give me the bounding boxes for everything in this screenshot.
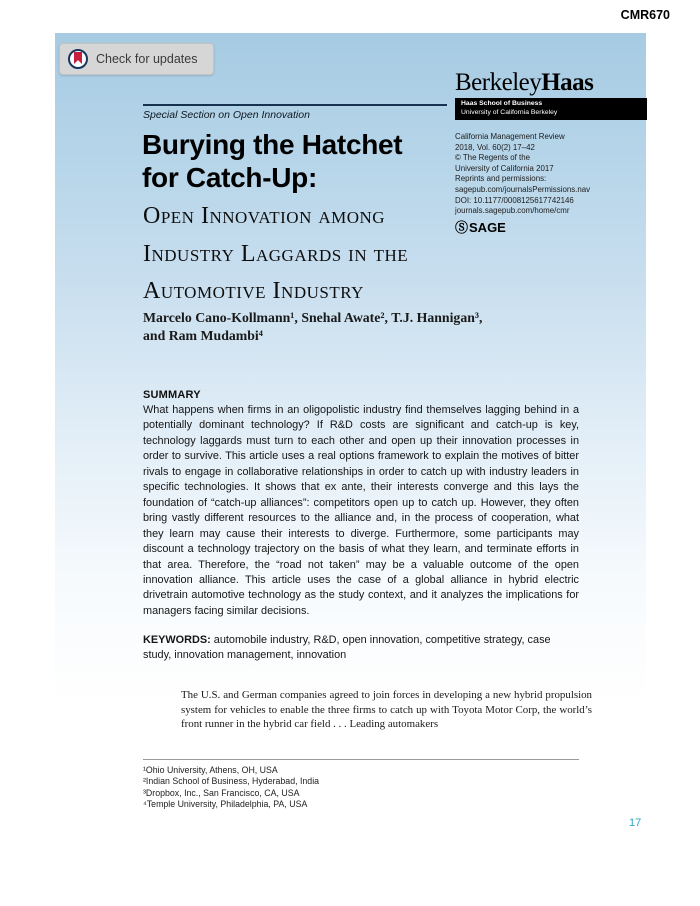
check-for-updates-button[interactable] (59, 43, 214, 75)
haas-school-line2: University of California Berkeley (461, 108, 558, 116)
sage-circle-s-icon: Ⓢ (455, 219, 469, 235)
journal-reprints-label: Reprints and permissions: (455, 174, 547, 184)
sage-logo (455, 219, 650, 235)
sage-logo-label: SAGE (469, 219, 506, 235)
article-subtitle-line2: Industry Laggards in the (143, 240, 409, 267)
article-code: CMR670 (620, 8, 670, 22)
journal-metadata (455, 132, 650, 233)
journal-doi: DOI: 10.1177/0008125617742146 (455, 195, 574, 205)
journal-name: California Management Review (455, 132, 565, 141)
journal-permissions-link[interactable]: sagepub.com/journalsPermissions.nav (455, 184, 591, 194)
article-subtitle-line1: Open Innovation among (143, 203, 386, 229)
journal-copyright-line1: © The Regents of the (455, 153, 530, 163)
journal-home-link[interactable]: journals.sagepub.com/home/cmr (455, 206, 570, 216)
footnote-divider (143, 759, 579, 760)
check-for-updates-label: Check for updates (96, 52, 198, 66)
keywords-text: automobile industry, R&D, open innovation, competitive strategy, case study, innovation management, innovation (143, 634, 551, 662)
article-title-line2: for Catch-Up: (142, 162, 317, 193)
keywords-block (143, 633, 579, 663)
journal-volume: 2018, Vol. 60(2) 17–42 (455, 142, 535, 152)
footnote-item-4: ⁴Temple University, Philadelphia, PA, USA (143, 799, 308, 810)
haas-wordmark: Haas (541, 69, 594, 96)
article-title-line1: Burying the Hatchet (142, 129, 403, 160)
section-divider (143, 104, 447, 106)
author-byline (143, 309, 482, 344)
footnote-item-3: ³Dropbox, Inc., San Francisco, CA, USA (143, 787, 300, 798)
summary-text: What happens when firms in an oligopolistic industry find themselves lagging behind in a potentially dominant technology? If R&D costs are significant and catch-up is key, technology laggards must turn to each other and open up their innovation processes in order to survive. This article uses a real options framework to explain the motives of bitter rivals to engage in collaborative relationships in order to catch up with industry leaders in specific technologies. It shows that ex ante, their interests converge and this lays the foundation of “catch-up alliances”: competitors open up to catch up. However, they often bring vastly different resources to the alliance and, in the process of cooperation, what they learn may cause their interests to diverge. Furthermore, some participants may discount a technology trajectory on the basis of what they learn, and terminate efforts in that area. Therefore, the “road not taken” may be a valuable outcome of the open innovation alliance. This article uses the case of a global alliance in hybrid electric drivetrain automotive technology as the study context, and it analyzes the implications for managers facing similar decisions. (143, 404, 579, 617)
author-line-1: Marcelo Cano-Kollmann¹, Snehal Awate², T.J. Hannigan³, (143, 310, 483, 325)
article-title (142, 128, 402, 194)
crossmark-icon (68, 49, 88, 69)
article-subtitle-line3: Automotive Industry (143, 278, 364, 304)
berkeley-wordmark: Berkeley (455, 69, 542, 96)
footnotes-block (143, 765, 319, 811)
summary-heading: SUMMARY (143, 389, 201, 401)
keywords-label: KEYWORDS: (143, 634, 211, 646)
footnote-item-2: ²Indian School of Business, Hyderabad, India (143, 776, 320, 787)
footnote-item-1: ¹Ohio University, Athens, OH, USA (143, 765, 278, 775)
berkeleyhaas-wordmark (455, 70, 647, 96)
author-line-2: and Ram Mudambi⁴ (143, 327, 263, 343)
journal-copyright-line2: University of California 2017 (455, 163, 554, 173)
haas-school-line1: Haas School of Business (461, 100, 543, 107)
article-subtitle (143, 198, 408, 311)
section-label: Special Section on Open Innovation (143, 109, 310, 121)
berkeleyhaas-logo (455, 70, 647, 120)
haas-school-bar (455, 98, 647, 120)
epigraph-quote: The U.S. and German companies agreed to join forces in developing a new hybrid propulsion system for vehicles to enable the three firms to catch up with Toyota Motor Corp, the world’s front runner in the hybrid car field . . . Leading automakers (181, 689, 592, 731)
page-number: 17 (629, 817, 642, 829)
